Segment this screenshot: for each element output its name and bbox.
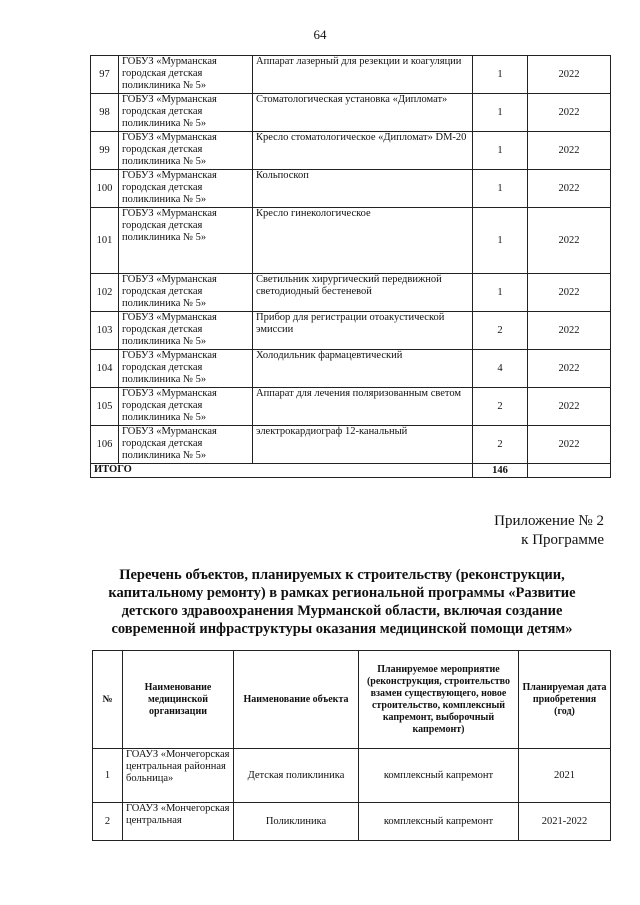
year: 2022: [528, 56, 611, 94]
row-number: 106: [91, 426, 119, 464]
total-empty-cell: [528, 464, 611, 478]
year: 2022: [528, 350, 611, 388]
row-number: 103: [91, 312, 119, 350]
equipment-name: Прибор для регистрации отоакустической эмиссии: [253, 312, 473, 350]
planned-date: 2021: [519, 749, 611, 803]
total-value: 146: [473, 464, 528, 478]
organization-name: ГОБУЗ «Мурманская городская детская поликлиника № 5»: [119, 170, 253, 208]
table-row: [91, 132, 611, 170]
equipment-name: Холодильник фармацевтический: [253, 350, 473, 388]
equipment-name: электрокардиограф 12-канальный: [253, 426, 473, 464]
quantity: 1: [473, 94, 528, 132]
organization-name: ГОБУЗ «Мурманская городская детская поликлиника № 5»: [119, 274, 253, 312]
row-number: 1: [93, 749, 123, 803]
quantity: 4: [473, 350, 528, 388]
row-number: 101: [91, 208, 119, 274]
object-name: Детская поликлиника: [234, 749, 359, 803]
organization-name: ГОБУЗ «Мурманская городская детская поликлиника № 5»: [119, 350, 253, 388]
quantity: 1: [473, 132, 528, 170]
row-number: 105: [91, 388, 119, 426]
organization-name: ГОБУЗ «Мурманская городская детская поликлиника № 5»: [119, 388, 253, 426]
year: 2022: [528, 312, 611, 350]
year: 2022: [528, 426, 611, 464]
header-object: Наименование объекта: [234, 651, 359, 749]
header-activity: Планируемое мероприятие (реконструкция, строительство взамен существующего, новое строительство, комплексный капремонт, выборочный капремонт): [359, 651, 519, 749]
quantity: 1: [473, 170, 528, 208]
equipment-name: Аппарат лазерный для резекции и коагуляции: [253, 56, 473, 94]
row-number: 102: [91, 274, 119, 312]
table-row: [93, 803, 611, 841]
quantity: 2: [473, 388, 528, 426]
table-row: [93, 749, 611, 803]
planned-activity: комплексный капремонт: [359, 803, 519, 841]
equipment-table: [90, 55, 611, 478]
organization-name: ГОБУЗ «Мурманская городская детская поликлиника № 5»: [119, 132, 253, 170]
planned-date: 2021-2022: [519, 803, 611, 841]
organization-name: ГОБУЗ «Мурманская городская детская поликлиника № 5»: [119, 94, 253, 132]
organization-name: ГОБУЗ «Мурманская городская детская поликлиника № 5»: [119, 426, 253, 464]
organization-name: ГОАУЗ «Мончегорская центральная: [123, 803, 234, 841]
table-row: [91, 56, 611, 94]
equipment-name: Кольпоскоп: [253, 170, 473, 208]
table-row: [91, 350, 611, 388]
appendix-program: к Программе: [521, 532, 604, 548]
table-row: [91, 170, 611, 208]
header-date: Планируемая дата приобретения (год): [519, 651, 611, 749]
row-number: 2: [93, 803, 123, 841]
row-number: 98: [91, 94, 119, 132]
header-number: №: [93, 651, 123, 749]
appendix-number: Приложение № 2: [494, 513, 604, 529]
row-number: 97: [91, 56, 119, 94]
planned-activity: комплексный капремонт: [359, 749, 519, 803]
year: 2022: [528, 274, 611, 312]
quantity: 1: [473, 274, 528, 312]
organization-name: ГОАУЗ «Мончегорская центральная районная больница»: [123, 749, 234, 803]
equipment-name: Кресло гинекологическое: [253, 208, 473, 274]
year: 2022: [528, 208, 611, 274]
quantity: 1: [473, 56, 528, 94]
table-row: [91, 426, 611, 464]
object-name: Поликлиника: [234, 803, 359, 841]
table-row: [91, 208, 611, 274]
equipment-name: Кресло стоматологическое «Дипломат» DM-20: [253, 132, 473, 170]
section-heading: Перечень объектов, планируемых к строительству (реконструкции, капитальному ремонту) в рамках региональной программы «Развитие детского здравоохранения Мурманской области, включая создание современной инфраструктуры оказания медицинской помощи детям»: [108, 567, 576, 637]
appendix-caption: [494, 512, 604, 550]
year: 2022: [528, 132, 611, 170]
quantity: 1: [473, 208, 528, 274]
page-number: 64: [313, 27, 327, 42]
year: 2022: [528, 170, 611, 208]
row-number: 99: [91, 132, 119, 170]
table-row: [91, 274, 611, 312]
header-organization: Наименование медицинской организации: [123, 651, 234, 749]
table-row: [91, 94, 611, 132]
table-header-row: [93, 651, 611, 749]
equipment-name: Аппарат для лечения поляризованным светом: [253, 388, 473, 426]
row-number: 100: [91, 170, 119, 208]
organization-name: ГОБУЗ «Мурманская городская детская поликлиника № 5»: [119, 312, 253, 350]
year: 2022: [528, 388, 611, 426]
organization-name: ГОБУЗ «Мурманская городская детская поликлиника № 5»: [119, 56, 253, 94]
quantity: 2: [473, 426, 528, 464]
row-number: 104: [91, 350, 119, 388]
total-row: [91, 464, 611, 478]
quantity: 2: [473, 312, 528, 350]
equipment-name: Стоматологическая установка «Дипломат»: [253, 94, 473, 132]
construction-objects-table: [92, 650, 611, 841]
table-row: [91, 388, 611, 426]
total-label: ИТОГО: [91, 464, 473, 478]
equipment-name: Светильник хирургический передвижной светодиодный бестеневой: [253, 274, 473, 312]
table-row: [91, 312, 611, 350]
year: 2022: [528, 94, 611, 132]
organization-name: ГОБУЗ «Мурманская городская детская поликлиника № 5»: [119, 208, 253, 274]
